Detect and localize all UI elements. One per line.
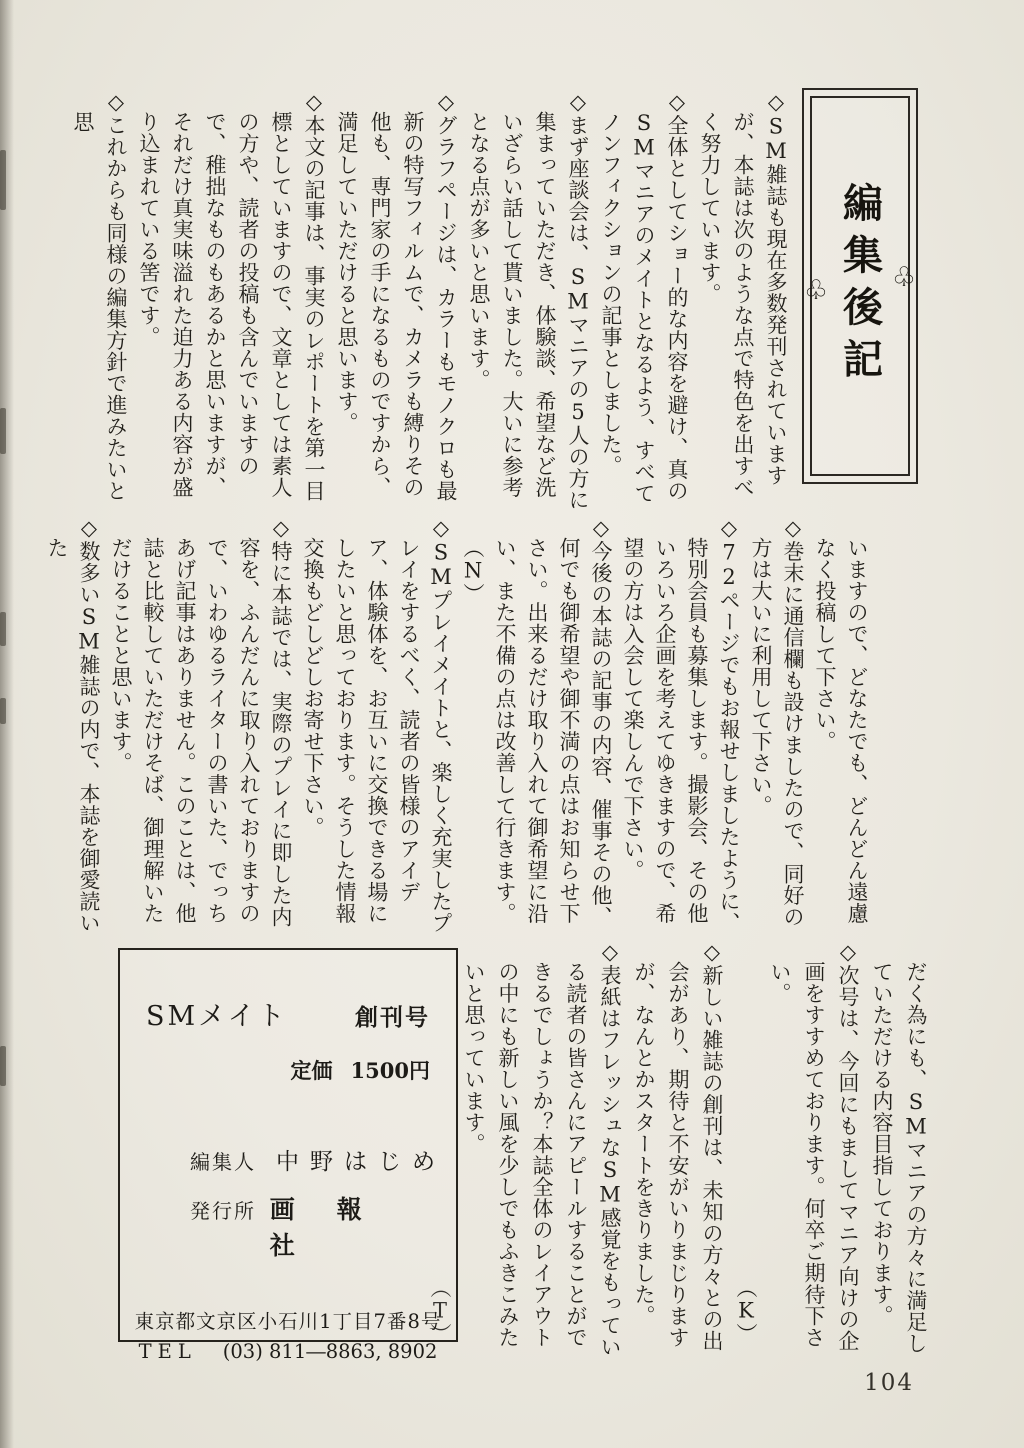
tel-label: TEL: [138, 1340, 197, 1363]
editorial-entry: ◇今後の本誌の記事の内容、催事その他、何でも御希望や御不満の点はお知らせ下さい。出来るだけ取り入れて御希望に沿い、また不備の点は改善して行きます。（N）: [461, 516, 613, 928]
scan-smudge: [0, 698, 6, 724]
editorial-entry: ◇特に本誌では、実際のプレイに即した内容を、ふんだんに取り入れておりますので、いわゆるライターの書いた、でっちあげ記事はありません。このことは、他誌と比較していただけそば、御理解いただけることと思います。: [109, 516, 293, 928]
page-number: 104: [864, 1370, 914, 1396]
editorial-text-band-2: [45, 516, 873, 940]
editorial-entry-continuation: だく為にも、SMマニアの方々に満足していただける内容目指しております。: [870, 961, 928, 1354]
editorial-entry: ◇表紙はフレッシュなSM感覚をもっている読者の皆さんにアピールすることができるでしょうか？本誌全体のレイアウトの中にも新しい風を少しでもふきこみたいと思っています。: [462, 940, 622, 1358]
editor-initials: （K）: [734, 1276, 758, 1344]
scan-smudge: [0, 150, 6, 210]
editorial-entry-continuation: いますので、どなたでも、どんどん遠慮なく投稿して下さい。: [813, 537, 869, 924]
editorial-entry: ◇SMプレイメイトと、楽しく充実したプレイをするべく、読者の皆様のアイデア、体験体を、お互いに交換できる場にしたいと思っております。そうした情報交換もどしどしお寄せ下さい。: [301, 516, 453, 934]
editorial-entry: ◇72ページでもお報せしましたように、特別会員も募集します。撮影会、その他いろいろ企画を考えてゆきますので、希望の方は入会して楽しんで下さい。: [621, 516, 741, 934]
editorial-entry: ◇これからも同様の編集方針で進みたいと思: [71, 90, 128, 502]
editorial-title-inner-frame: [800, 96, 920, 476]
club-ornament-icon: ♧: [800, 274, 832, 306]
editorial-entry: ◇次号は、今回にもましてマニア向けの企画をすすめております。何卒ご期待下さい。: [768, 940, 860, 1352]
issue-label: 創刊号: [355, 1004, 430, 1031]
publisher-label: 発行所: [190, 1199, 256, 1223]
colophon-box: [118, 948, 458, 1363]
scan-smudge: [0, 612, 6, 646]
editorial-entry: ◇本文の記事は、事実のレポートを第一目標としていますので、文章としては素人の方や、読者の投稿も含んでいますので、稚拙なものもあるかと思いますが、それだけ真実味溢れた迫力ある内容が盛り込まれている筈です。: [137, 90, 326, 502]
editorial-title-box: [802, 88, 918, 484]
scan-smudge: [0, 1046, 6, 1086]
editorial-entry: ◇数多いSM雑誌の内で、本誌を御愛読いた: [45, 516, 101, 934]
editorial-entry: ◇まず座談会は、SMマニアの5人の方に集まっていただき、体験談、希望など洗いざらい話して貰いました。大いに参考となる点が多いと思います。: [467, 90, 590, 511]
magazine-title: SMメイト: [146, 1001, 288, 1032]
editorial-entry: ◇新しい雑誌の創刊は、未知の方々との出会があり、期待と不安がいりまじりますが、なんとかスタートをきりました。: [632, 940, 724, 1352]
club-ornament-icon: ♧: [888, 261, 920, 293]
scan-smudge: [0, 408, 6, 454]
editor-label: 編集人: [190, 1150, 256, 1174]
editorial-entry: ◇SM雑誌も現在多数発刊されていますが、本誌は次のような点で特色を出すべく努力しています。: [698, 90, 788, 498]
price-label: 定価: [290, 1058, 333, 1083]
publisher-name: 画報社: [269, 1195, 404, 1260]
editorial-text-band-3: [428, 940, 933, 1366]
editorial-entry: ◇巻末に通信欄も設けましたので、同好の方は大いに利用して下さい。: [749, 516, 805, 928]
editorial-text-band-1: [71, 90, 792, 514]
editor-name: 中野はじめ: [276, 1149, 446, 1175]
editorial-entry: ◇全体としてショー的な内容を避け、真のSMマニアのメイトとなるよう、すべてノンフィクションの記事としました。: [599, 90, 689, 504]
publisher-address: 東京都文京区小石川1丁目7番8号: [134, 1310, 442, 1333]
price-value: 1500円: [350, 1058, 430, 1083]
editor-initials: （T）: [428, 1276, 452, 1344]
editorial-entry: ◇グラフページは、カラーもモノクロも最新の特写フィルムで、カメラも縛りその他も、専門家の手になるものですから、満足していただけると思います。: [335, 90, 458, 502]
tel-number: (03) 811―8863, 8902: [222, 1340, 438, 1363]
page-title: 編集後記: [836, 182, 884, 390]
scan-edge-shadow: [0, 0, 14, 1448]
